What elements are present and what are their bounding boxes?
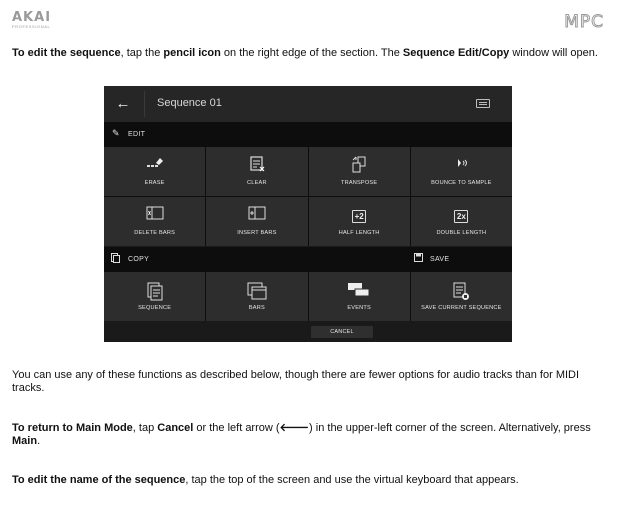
- pencil-icon: ✎: [112, 128, 120, 138]
- copy-save-section-header: [104, 247, 512, 272]
- sequence-edit-copy-window: [104, 86, 512, 342]
- brand-subtitle: PROFESSIONAL: [12, 24, 51, 29]
- copy-events-button[interactable]: EVENTS: [309, 272, 410, 321]
- events-copy-icon: [309, 281, 410, 297]
- copy-section-label: COPY: [128, 256, 150, 263]
- transpose-icon: [309, 156, 410, 172]
- edit-name-paragraph: To edit the name of the sequence, tap the top of the screen and use the virtual keyboard that appears.: [12, 474, 519, 486]
- transpose-button[interactable]: TRANSPOSE: [309, 147, 410, 196]
- bounce-to-sample-button[interactable]: BOUNCE TO SAMPLE: [411, 147, 512, 196]
- sequence-name-field[interactable]: [144, 91, 504, 117]
- eraser-icon: [104, 156, 205, 172]
- edit-section-label: EDIT: [128, 131, 146, 138]
- brand-name: AKAI: [12, 10, 52, 25]
- delete-bars-icon: [104, 206, 205, 222]
- half-length-icon: +2: [352, 210, 366, 223]
- double-length-button[interactable]: 2x DOUBLE LENGTH: [411, 197, 512, 246]
- insert-bars-button[interactable]: INSERT BARS: [206, 197, 307, 246]
- copy-grid: [104, 272, 512, 321]
- double-length-icon: 2x: [454, 210, 468, 223]
- sequence-name: Sequence 01: [157, 97, 222, 109]
- akai-logo: [12, 12, 72, 29]
- edit-section-header: [104, 122, 512, 147]
- copy-icon: [111, 253, 120, 265]
- save-current-sequence-button[interactable]: SAVE CURRENT SEQUENCE: [411, 272, 512, 321]
- sequence-copy-icon: [104, 281, 205, 297]
- erase-button[interactable]: ERASE: [104, 147, 205, 196]
- cancel-bar: [104, 324, 512, 342]
- clear-icon: [206, 156, 307, 172]
- copy-bars-button[interactable]: BARS: [206, 272, 307, 321]
- half-length-button[interactable]: +2 HALF LENGTH: [309, 197, 410, 246]
- keyboard-icon[interactable]: [476, 99, 490, 108]
- intro-paragraph: To edit the sequence, tap the pencil icon on the right edge of the section. The Sequence Edit/Copy window will open.: [12, 47, 598, 59]
- insert-bars-icon: [206, 206, 307, 222]
- cancel-button[interactable]: CANCEL: [311, 326, 373, 338]
- edit-grid: [104, 147, 512, 246]
- title-bar: [104, 86, 512, 122]
- clear-button[interactable]: CLEAR: [206, 147, 307, 196]
- mpc-logo: MPC: [564, 12, 604, 32]
- left-arrow-icon: 🡐: [279, 422, 310, 434]
- delete-bars-button[interactable]: DELETE BARS: [104, 197, 205, 246]
- bars-copy-icon: [206, 281, 307, 297]
- save-icon: [414, 253, 423, 264]
- bounce-icon: [411, 156, 512, 172]
- copy-sequence-button[interactable]: SEQUENCE: [104, 272, 205, 321]
- functions-paragraph: You can use any of these functions as described below, though there are fewer options for audio tracks than for MIDI tracks.: [12, 369, 580, 394]
- back-arrow-icon[interactable]: ←: [115, 95, 131, 112]
- return-main-paragraph: To return to Main Mode, tap Cancel or the left arrow (🡐) in the upper-left corner of the screen. Alternatively, press Main.: [12, 422, 591, 447]
- save-section-label: SAVE: [430, 256, 450, 263]
- save-sequence-icon: [411, 281, 512, 297]
